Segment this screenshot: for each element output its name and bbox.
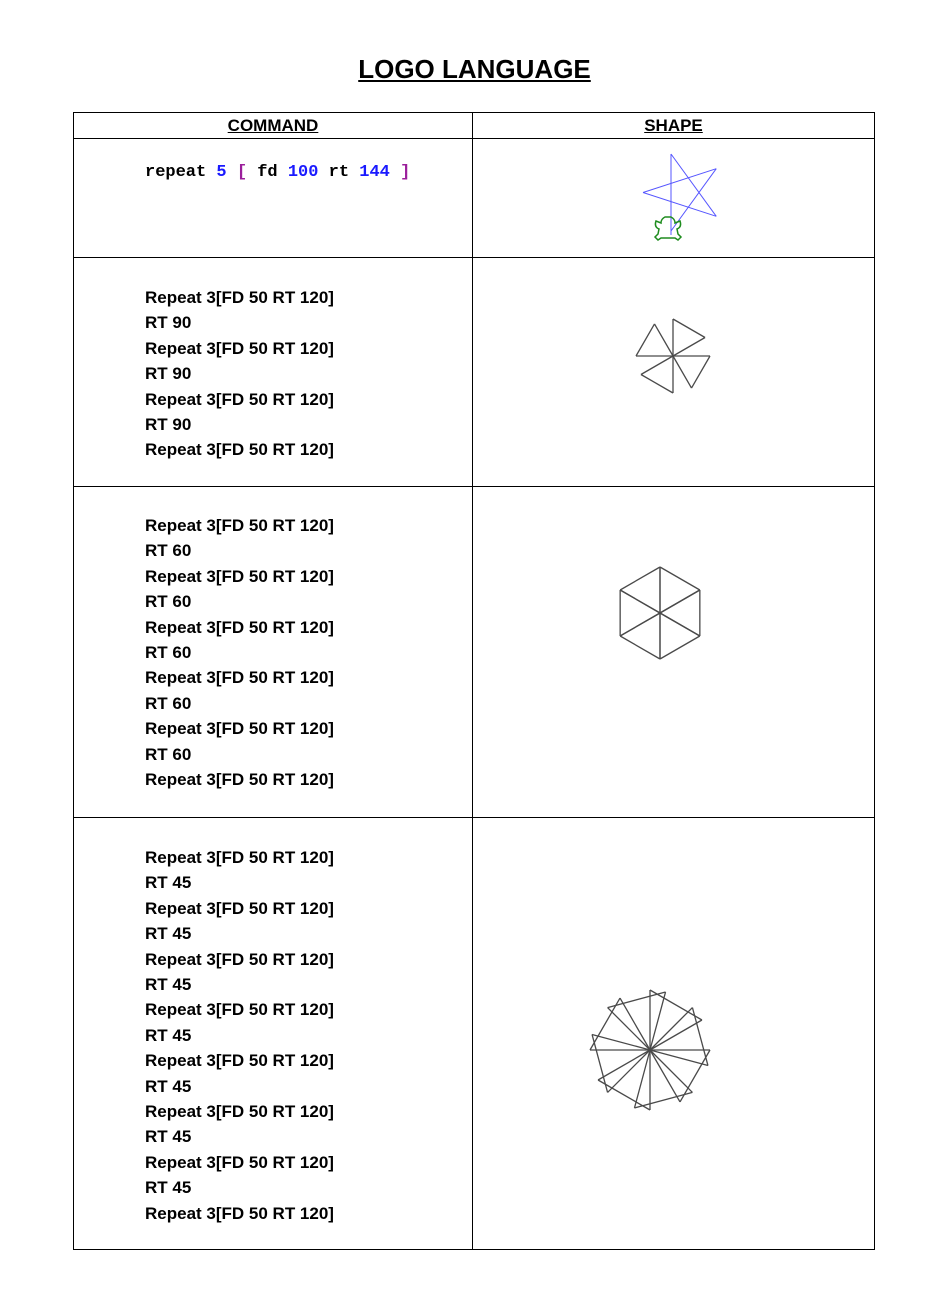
command-cell xyxy=(74,139,473,258)
command-cell xyxy=(74,818,473,1250)
code-star xyxy=(74,139,472,182)
command-line: Repeat 3[FD 50 RT 120] xyxy=(145,617,334,637)
shape-segment xyxy=(643,169,716,193)
logo-commands-table xyxy=(73,112,875,1250)
command-line: RT 45 xyxy=(145,975,192,995)
command-line: Repeat 3[FD 50 RT 120] xyxy=(145,898,334,918)
shape-segment xyxy=(650,1050,708,1066)
command-line: RT 45 xyxy=(145,1127,192,1147)
code-token-number: 5 xyxy=(216,163,227,182)
command-cell xyxy=(74,258,473,487)
command-line: Repeat 3[FD 50 RT 120] xyxy=(145,389,334,409)
command-line: RT 60 xyxy=(145,592,192,612)
command-line: Repeat 3[FD 50 RT 120] xyxy=(145,288,334,307)
shape-segment xyxy=(620,590,660,613)
code-token-bracket: ] xyxy=(400,163,411,182)
command-line: Repeat 3[FD 50 RT 120] xyxy=(145,719,334,739)
shape-segment xyxy=(673,338,705,357)
command-line: RT 90 xyxy=(145,313,192,333)
shape-segment xyxy=(660,590,700,613)
shape-segment xyxy=(655,324,674,356)
command-header: COMMAND xyxy=(74,113,473,139)
shape-segment xyxy=(641,356,673,375)
shape-segment xyxy=(592,1034,650,1050)
code-token-number: 100 xyxy=(287,163,319,182)
hexagon-shape xyxy=(473,487,874,817)
command-line: Repeat 3[FD 50 RT 120] xyxy=(145,949,334,969)
octagonal-rosette-shape xyxy=(473,818,874,1249)
shape-header: SHAPE xyxy=(473,113,875,139)
shape-segment xyxy=(673,319,705,338)
command-line: Repeat 3[FD 50 RT 120] xyxy=(145,1051,334,1071)
shape-cell xyxy=(473,258,875,487)
command-line: RT 45 xyxy=(145,1178,192,1198)
table-row xyxy=(74,139,875,258)
command-line: RT 60 xyxy=(145,744,192,764)
shape-segment xyxy=(650,992,666,1050)
command-line: RT 60 xyxy=(145,643,192,663)
shape-segment xyxy=(660,613,700,636)
command-line: Repeat 3[FD 50 RT 120] xyxy=(145,668,334,688)
command-line: RT 90 xyxy=(145,364,192,384)
page-title: LOGO LANGUAGE xyxy=(358,54,591,84)
command-cell xyxy=(74,487,473,818)
star-shape xyxy=(473,139,874,257)
command-line: Repeat 3[FD 50 RT 120] xyxy=(145,1000,334,1020)
shape-segment xyxy=(620,567,660,590)
command-line: RT 60 xyxy=(145,541,192,561)
shape-segment xyxy=(620,636,660,659)
shape-segment xyxy=(636,324,655,356)
shape-segment xyxy=(660,567,700,590)
command-line: Repeat 3[FD 50 RT 120] xyxy=(145,1152,334,1172)
code-token-keyword: rt xyxy=(328,163,350,182)
command-line: Repeat 3[FD 50 RT 120] xyxy=(145,848,334,867)
table-row xyxy=(74,818,875,1250)
shape-cell xyxy=(473,818,875,1250)
turtle-icon xyxy=(655,217,681,240)
shape-segment xyxy=(692,356,711,388)
table-row xyxy=(74,487,875,818)
code-token-keyword: fd xyxy=(257,163,278,182)
shape-segment xyxy=(641,375,673,394)
header-row xyxy=(74,113,875,139)
command-line: RT 60 xyxy=(145,693,192,713)
command-line: Repeat 3[FD 50 RT 120] xyxy=(145,770,334,790)
table-row xyxy=(74,258,875,487)
command-line: Repeat 3[FD 50 RT 120] xyxy=(145,440,334,460)
shape-cell xyxy=(473,139,875,258)
shape-segment xyxy=(671,154,716,216)
command-line: RT 45 xyxy=(145,873,192,893)
shape-cell xyxy=(473,487,875,818)
command-line: Repeat 3[FD 50 RT 120] xyxy=(145,1102,334,1122)
command-line: Repeat 3[FD 50 RT 120] xyxy=(145,1203,334,1223)
command-line: Repeat 3[FD 50 RT 120] xyxy=(145,338,334,358)
shape-segment xyxy=(673,356,692,388)
command-line: RT 45 xyxy=(145,924,192,944)
shape-segment xyxy=(608,992,666,1008)
command-line: RT 45 xyxy=(145,1025,192,1045)
command-line: RT 90 xyxy=(145,415,192,435)
code-token-keyword: repeat xyxy=(145,163,207,182)
shape-segment xyxy=(660,636,700,659)
command-line: RT 45 xyxy=(145,1076,192,1096)
shape-segment xyxy=(620,613,660,636)
shape-segment xyxy=(643,193,716,217)
code-token-bracket: [ xyxy=(236,163,248,182)
command-line: Repeat 3[FD 50 RT 120] xyxy=(145,566,334,586)
pinwheel-shape xyxy=(473,258,874,486)
command-line: Repeat 3[FD 50 RT 120] xyxy=(145,516,334,535)
code-token-number: 144 xyxy=(359,163,390,182)
shape-segment xyxy=(634,1050,650,1108)
